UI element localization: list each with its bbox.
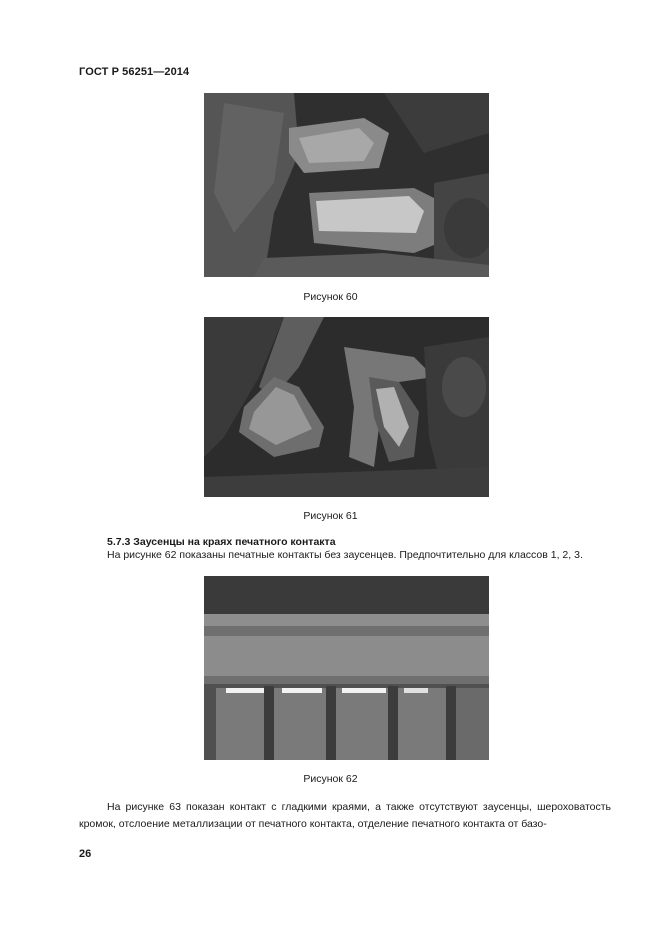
figure-60-caption: Рисунок 60 (303, 291, 358, 303)
figure-61-image (204, 317, 489, 497)
figure-61-caption: Рисунок 61 (303, 510, 358, 522)
figure-62-caption: Рисунок 62 (303, 773, 358, 785)
figure-62-photo (204, 576, 489, 760)
section-intro-paragraph: На рисунке 62 показаны печатные контакты без заусенцев. Предпочтительно для классов 1, 2, 3. (107, 549, 583, 561)
figure-61-photo (204, 317, 489, 497)
figure-62-image (204, 576, 489, 760)
page-number: 26 (79, 848, 92, 860)
figure-60-image (204, 93, 489, 277)
body-paragraph: На рисунке 63 показан контакт с гладкими краями, а также отсутствуют заусенцы, шероховатость кромок, отслоение металлизации от печатного контакта, отделение печатного контакта от базо- (79, 801, 611, 830)
figure-60-photo (204, 93, 489, 277)
section-heading: 5.7.3 Заусенцы на краях печатного контакта (107, 536, 336, 548)
document-header: ГОСТ Р 56251—2014 (79, 66, 190, 78)
